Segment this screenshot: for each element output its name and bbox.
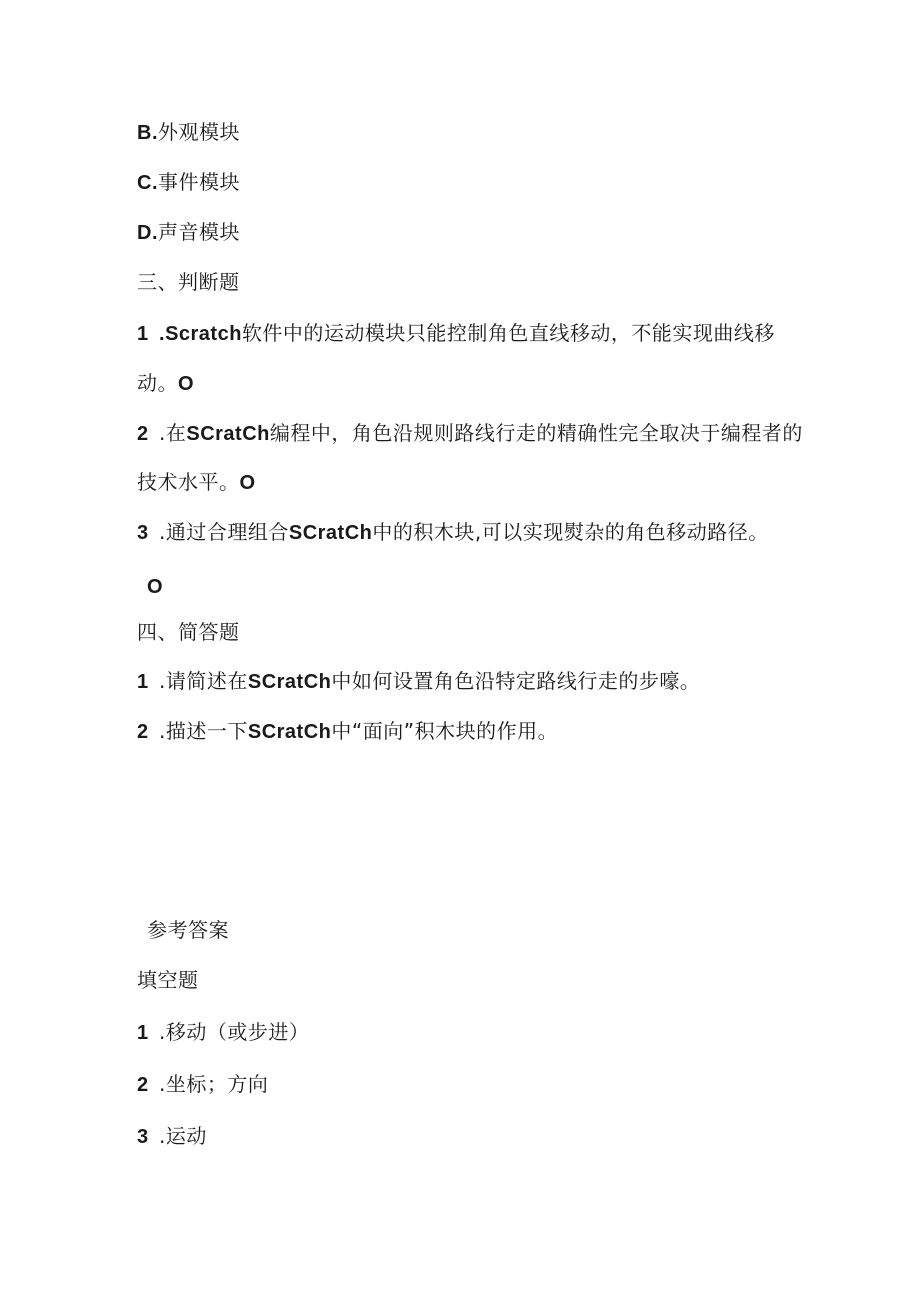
option-c	[137, 168, 240, 197]
question-prefix: .通过合理组合	[159, 520, 289, 544]
option-letter: D.	[137, 222, 158, 244]
brand-name: SCratCh	[247, 721, 332, 743]
option-letter: B.	[137, 122, 158, 144]
brand-name: SCratCh	[247, 671, 332, 693]
question-number: 1	[137, 323, 149, 345]
answer-text: .坐标；方向	[159, 1072, 269, 1096]
answer-item-3	[137, 1122, 207, 1151]
question-number: 1	[137, 671, 149, 693]
short-answer-question-1	[137, 667, 700, 696]
question-text: 中的积木块,可以实现熨杂的角色移动路径。	[372, 520, 769, 544]
question-text-cont: 技术水平。	[137, 470, 240, 494]
brand-name: Scratch	[165, 323, 242, 345]
answer-item-2	[137, 1070, 268, 1099]
question-text: 中如何设置角色沿特定路线行走的步嚎。	[331, 669, 701, 693]
answer-item-1	[137, 1018, 309, 1047]
answer-number: 1	[137, 1022, 149, 1044]
judgment-question-3	[137, 518, 769, 547]
question-text: 中“面向”积木块的作用。	[331, 719, 559, 743]
question-prefix: .描述一下	[159, 719, 248, 743]
answers-title: 参考答案	[147, 918, 229, 942]
answer-number: 3	[137, 1126, 149, 1148]
brand-name: SCratCh	[288, 522, 373, 544]
answer-number: 2	[137, 1074, 149, 1096]
answer-mark: O	[147, 576, 164, 598]
answer-mark: O	[239, 472, 256, 494]
question-number: 3	[137, 522, 149, 544]
question-number: 2	[137, 721, 149, 743]
section-heading-judgment: 三、判断题	[137, 270, 240, 294]
question-text: 编程中，角色沿规则路线行走的精确性完全取决于编程者的	[269, 421, 803, 445]
option-d	[137, 218, 240, 247]
answers-subheading: 填空题	[137, 968, 199, 992]
answer-text: .移动（或步进）	[159, 1020, 310, 1044]
judgment-question-1	[137, 319, 775, 348]
question-prefix: .在	[159, 421, 187, 445]
question-prefix: .请简述在	[159, 669, 248, 693]
short-answer-question-2	[137, 717, 558, 746]
brand-name: SCratCh	[186, 423, 270, 445]
option-text: 外观模块	[158, 120, 240, 144]
judgment-question-1-cont	[137, 369, 194, 398]
question-number: 2	[137, 423, 149, 445]
option-text: 声音模块	[158, 220, 240, 244]
answer-text: .运动	[159, 1124, 207, 1148]
judgment-question-3-mark	[147, 572, 163, 601]
question-prefix: .	[159, 323, 166, 345]
option-text: 事件模块	[158, 170, 240, 194]
judgment-question-2	[137, 419, 803, 448]
option-b	[137, 118, 240, 147]
question-text: 软件中的运动模块只能控制角色直线移动，不能实现曲线移	[241, 321, 775, 345]
option-letter: C.	[137, 172, 158, 194]
judgment-question-2-cont	[137, 468, 256, 497]
question-text-cont: 动。	[137, 371, 178, 395]
section-heading-short-answer: 四、简答题	[137, 620, 240, 644]
answer-mark: O	[178, 373, 195, 395]
